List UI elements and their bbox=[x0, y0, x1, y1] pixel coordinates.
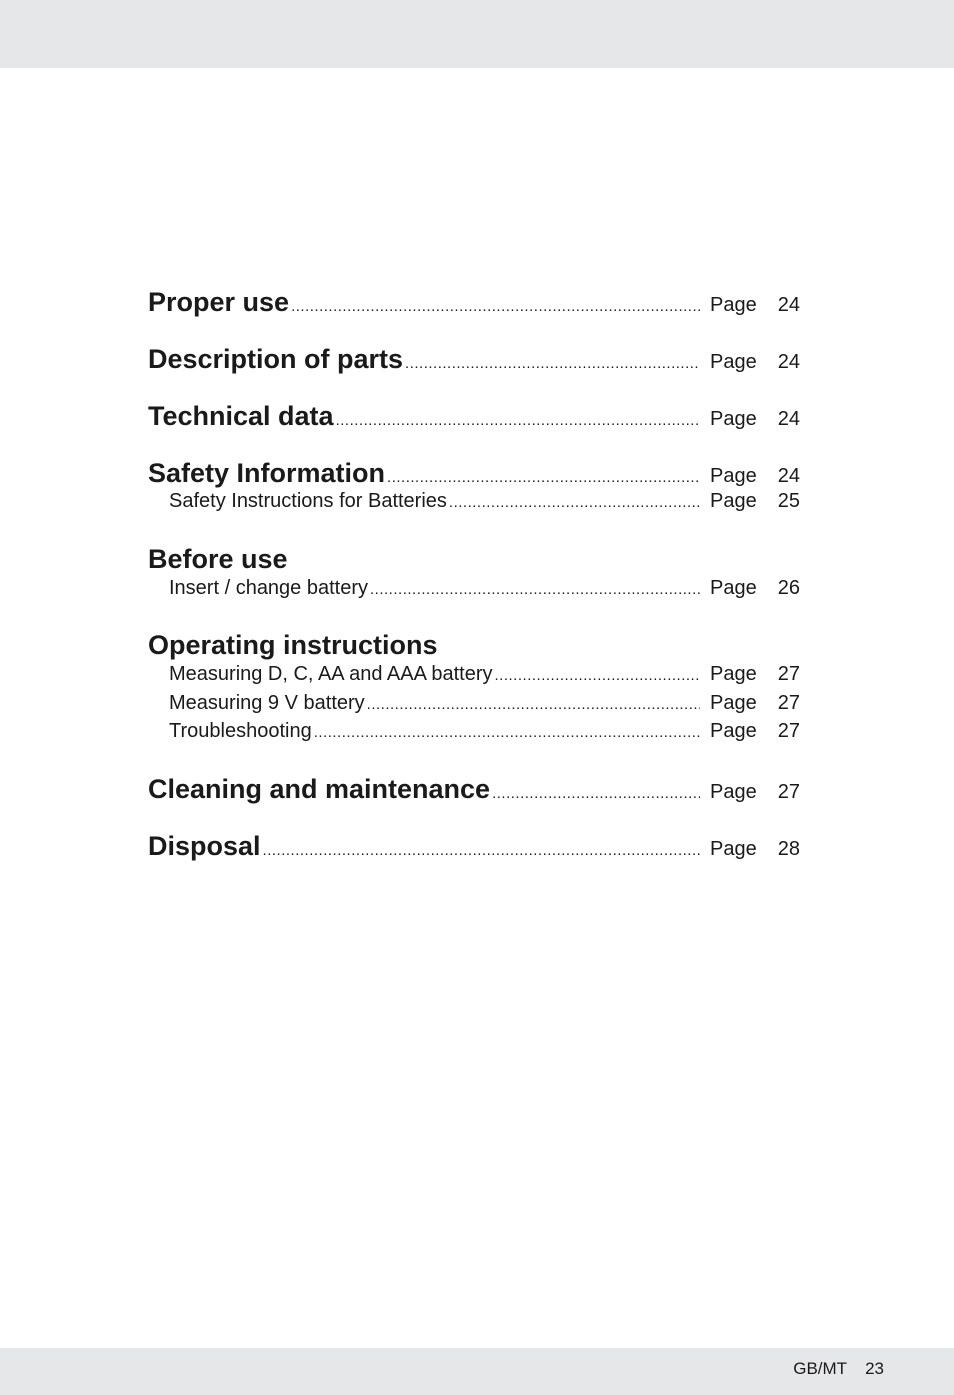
leader-dots bbox=[387, 469, 700, 486]
table-of-contents bbox=[148, 287, 800, 863]
toc-entry-description-of-parts[interactable] bbox=[148, 344, 800, 376]
toc-heading: Proper use bbox=[148, 287, 290, 317]
page-number: 27 bbox=[777, 663, 800, 685]
toc-entry-before-use[interactable] bbox=[148, 544, 800, 577]
toc-heading: Disposal bbox=[148, 830, 261, 861]
footer bbox=[793, 1359, 884, 1379]
leader-dots bbox=[314, 724, 700, 741]
toc-entry-insert-change-battery[interactable] bbox=[148, 577, 800, 606]
toc-heading: Safety Information bbox=[148, 458, 386, 488]
page-number: 27 bbox=[777, 691, 800, 714]
page-number: 24 bbox=[777, 351, 800, 373]
leader-dots bbox=[336, 412, 700, 429]
page-word: Page bbox=[710, 691, 757, 714]
page-number: 24 bbox=[777, 408, 800, 430]
toc-subentry: Safety Instructions for Batteries bbox=[169, 490, 447, 512]
toc-heading: Description of parts bbox=[148, 344, 404, 374]
toc-entry-troubleshooting[interactable] bbox=[148, 720, 800, 749]
leader-dots bbox=[405, 355, 700, 372]
page-word: Page bbox=[710, 837, 757, 860]
leader-dots bbox=[492, 785, 700, 802]
toc-subentry: Measuring 9 V battery bbox=[169, 691, 365, 714]
leader-dots bbox=[495, 667, 700, 684]
toc-heading: Operating instructions bbox=[148, 630, 438, 660]
toc-entry-operating-instructions[interactable] bbox=[148, 630, 800, 663]
toc-subentry: Insert / change battery bbox=[169, 576, 369, 599]
page-word: Page bbox=[710, 294, 757, 316]
toc-entry-safety-information[interactable] bbox=[148, 458, 800, 490]
leader-dots bbox=[367, 696, 700, 713]
page-number: 27 bbox=[777, 720, 800, 742]
toc-heading: Technical data bbox=[148, 401, 334, 431]
page-number: 25 bbox=[777, 490, 800, 512]
page-number: 28 bbox=[777, 837, 800, 860]
page-number: 27 bbox=[777, 780, 800, 803]
toc-subentry: Troubleshooting bbox=[169, 720, 312, 742]
page-word: Page bbox=[710, 780, 757, 803]
page-number-footer: 23 bbox=[865, 1359, 884, 1378]
toc-entry-disposal[interactable] bbox=[148, 831, 800, 863]
page-number: 24 bbox=[777, 294, 800, 316]
leader-dots bbox=[370, 581, 700, 598]
toc-entry-cleaning-maintenance[interactable] bbox=[148, 774, 800, 806]
page-word: Page bbox=[710, 720, 757, 742]
leader-dots bbox=[291, 298, 700, 315]
toc-subentry: Measuring D, C, AA and AAA battery bbox=[169, 663, 493, 685]
toc-entry-safety-instructions-batteries[interactable] bbox=[148, 490, 800, 519]
toc-entry-measuring-9v[interactable] bbox=[148, 692, 800, 721]
toc-entry-measuring-dcaa[interactable] bbox=[148, 663, 800, 692]
page-number: 26 bbox=[777, 576, 800, 599]
toc-heading: Before use bbox=[148, 543, 288, 574]
leader-dots bbox=[449, 494, 700, 511]
page-number: 24 bbox=[777, 465, 800, 487]
page-word: Page bbox=[710, 576, 757, 599]
page-word: Page bbox=[710, 490, 757, 512]
page-word: Page bbox=[710, 465, 757, 487]
toc-entry-proper-use[interactable] bbox=[148, 287, 800, 319]
toc-heading: Cleaning and maintenance bbox=[148, 773, 491, 804]
page-word: Page bbox=[710, 663, 757, 685]
toc-entry-technical-data[interactable] bbox=[148, 401, 800, 433]
page-word: Page bbox=[710, 408, 757, 430]
page-word: Page bbox=[710, 351, 757, 373]
region-code: GB/MT bbox=[793, 1359, 848, 1378]
header-band bbox=[0, 0, 954, 68]
leader-dots bbox=[263, 842, 700, 859]
